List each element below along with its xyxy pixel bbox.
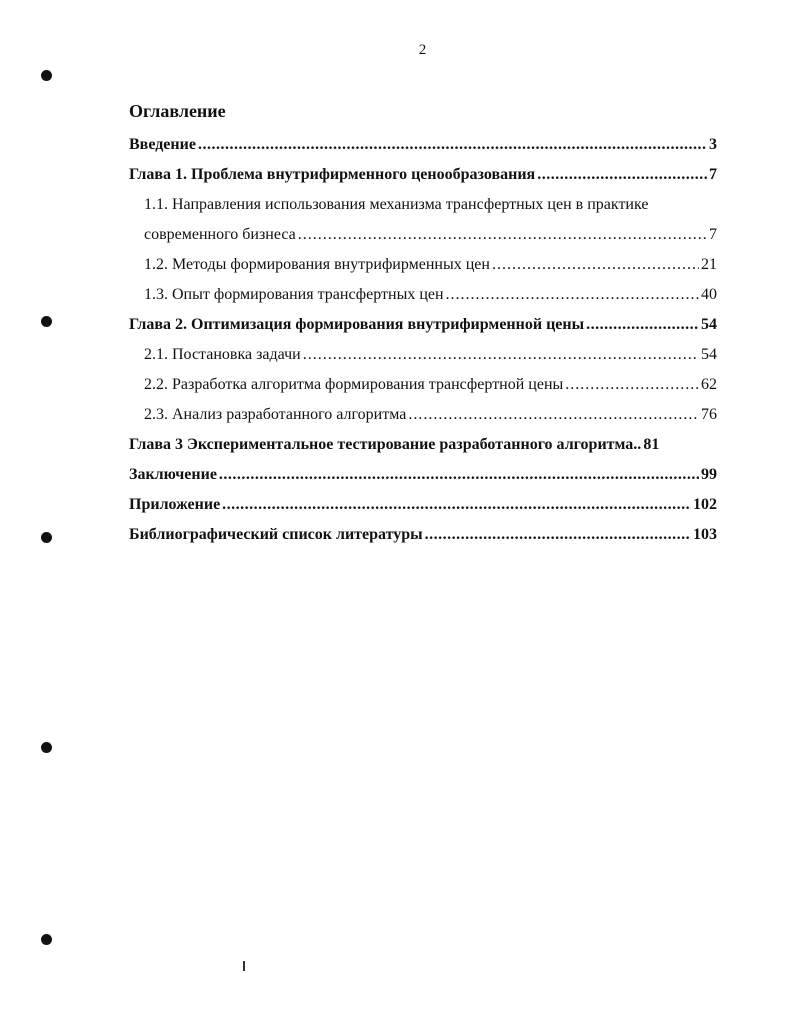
toc-entry[interactable] [129, 520, 717, 550]
toc-entry-label: 1.1. Направления использования механизма трансфертных цен в практике [144, 196, 649, 213]
toc-title: Оглавление [129, 101, 226, 121]
toc-entry-label: Библиографический список литературы [129, 526, 423, 543]
binder-hole-dot [41, 532, 52, 543]
dot-leader [298, 220, 707, 250]
dot-leader [408, 400, 699, 430]
dot-leader [198, 130, 707, 160]
scan-artifact-mark [243, 961, 245, 971]
toc-entry-label: Приложение [129, 496, 221, 513]
toc-entry-page: 7 [709, 166, 717, 183]
table-of-contents [129, 130, 717, 550]
toc-entry[interactable] [129, 160, 717, 190]
page-number: 2 [418, 42, 427, 58]
toc-entry-label: Глава 3 Экспериментальное тестирование разработанного алгоритма.. [129, 436, 642, 453]
toc-entry[interactable] [129, 310, 717, 340]
toc-entry-label: Введение [129, 136, 196, 153]
toc-entry-label: Заключение [129, 466, 217, 483]
toc-entry-page: 102 [693, 496, 717, 513]
toc-entry-page: 99 [701, 466, 717, 483]
binder-hole-dot [41, 742, 52, 753]
toc-entry-label: современного бизнеса [144, 226, 296, 243]
dot-leader [425, 520, 691, 550]
toc-entry-label: 1.2. Методы формирования внутрифирменных цен [144, 256, 490, 273]
dot-leader [222, 490, 691, 520]
toc-entry[interactable] [129, 280, 717, 310]
dot-leader [303, 340, 699, 370]
toc-entry-page: 40 [701, 286, 717, 303]
toc-entry[interactable] [129, 130, 717, 160]
dot-leader [586, 310, 699, 340]
dot-leader [446, 280, 699, 310]
toc-entry[interactable] [129, 190, 717, 220]
toc-entry[interactable] [129, 340, 717, 370]
binder-hole-dot [41, 316, 52, 327]
toc-entry-label: Глава 2. Оптимизация формирования внутрифирменной цены [129, 316, 585, 333]
binder-hole-dot [41, 70, 52, 81]
toc-entry-label: Глава 1. Проблема внутрифирменного ценообразования [129, 166, 536, 183]
toc-entry-page: 54 [701, 316, 717, 333]
toc-entry-page: 81 [643, 436, 660, 453]
toc-entry-label: 2.3. Анализ разработанного алгоритма [144, 406, 407, 423]
toc-entry-page: 54 [701, 346, 717, 363]
toc-entry[interactable] [129, 250, 717, 280]
toc-entry-page: 7 [709, 226, 717, 243]
toc-entry-label: 2.1. Постановка задачи [144, 346, 301, 363]
toc-entry-page: 103 [693, 526, 717, 543]
toc-entry-continuation[interactable] [129, 220, 717, 250]
toc-entry-label: 1.3. Опыт формирования трансфертных цен [144, 286, 444, 303]
toc-entry-label: 2.2. Разработка алгоритма формирования трансфертной цены [144, 376, 564, 393]
toc-entry[interactable] [129, 460, 717, 490]
toc-entry-page: 3 [709, 136, 717, 153]
toc-entry-page: 21 [701, 256, 717, 273]
toc-entry[interactable] [129, 370, 717, 400]
toc-entry[interactable] [129, 430, 717, 460]
dot-leader [537, 160, 707, 190]
dot-leader [219, 460, 699, 490]
toc-entry-page: 62 [701, 376, 717, 393]
toc-entry[interactable] [129, 490, 717, 520]
toc-entry[interactable] [129, 400, 717, 430]
dot-leader [565, 370, 699, 400]
binder-hole-dot [41, 934, 52, 945]
toc-entry-page: 76 [701, 406, 717, 423]
dot-leader [492, 250, 699, 280]
